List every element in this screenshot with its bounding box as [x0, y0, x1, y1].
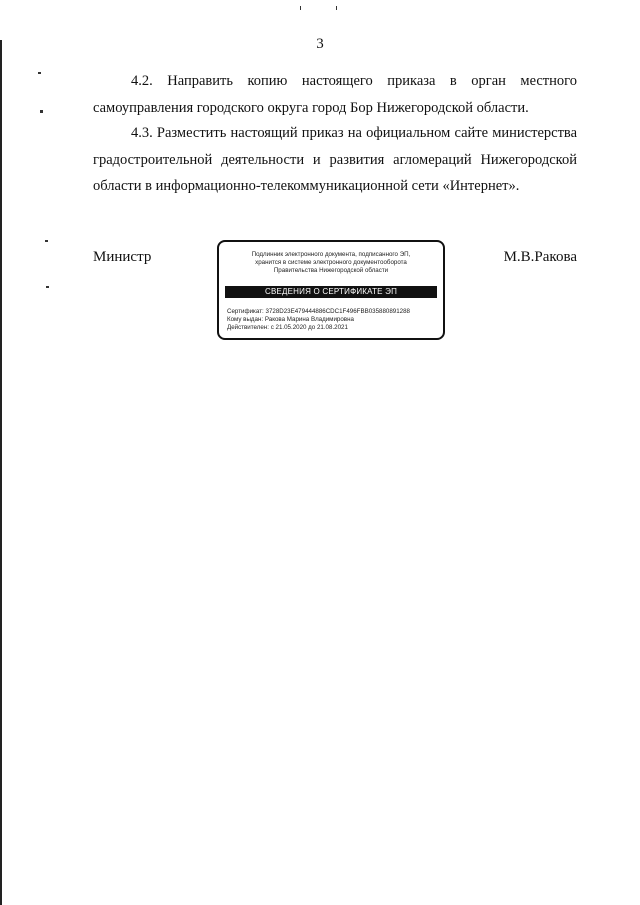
- scan-speck: [336, 6, 337, 10]
- scan-speck: [40, 110, 43, 113]
- signer-title: Министр: [93, 249, 152, 265]
- paragraph-4-2: [93, 68, 577, 121]
- issued-to-label: Кому выдан:: [227, 316, 264, 323]
- paragraph-line: самоуправления городского округа город Бор Нижегородской области.: [93, 99, 529, 116]
- paragraph-line: 4.3. Разместить настоящий приказ на официальном сайте министерства: [131, 125, 577, 141]
- page-number: 3: [316, 36, 324, 52]
- stamp-intro-line: Подлинник электронного документа, подписанного ЭП,: [251, 251, 411, 258]
- stamp-intro-line: хранится в системе электронного документооборота: [255, 259, 407, 266]
- certificate-label: Сертификат:: [227, 308, 264, 315]
- issued-to-row: [227, 316, 437, 324]
- signer-name: М.В.Ракова: [503, 249, 577, 265]
- validity-value: с 21.05.2020 до 21.08.2021: [270, 324, 348, 331]
- paragraph-4-3: [93, 120, 577, 200]
- stamp-intro: [227, 251, 435, 275]
- stamp-details: [227, 308, 437, 332]
- stamp-intro-line: Правительства Нижегородской области: [273, 267, 389, 274]
- scan-speck: [45, 240, 48, 242]
- stamp-header: СВЕДЕНИЯ О СЕРТИФИКАТЕ ЭП: [225, 286, 437, 298]
- scan-speck: [46, 286, 49, 288]
- electronic-signature-stamp: [217, 240, 445, 340]
- paragraph-line: градостроительной деятельности и развития агломераций Нижегородской: [93, 151, 577, 168]
- scan-edge-line: [0, 40, 2, 905]
- certificate-value: 3728D23E479444886CDC1F496FBB035880891288: [265, 308, 410, 315]
- validity-row: [227, 324, 437, 332]
- paragraph-line: области в информационно-телекоммуникационной сети «Интернет».: [93, 178, 520, 194]
- scan-speck: [300, 6, 301, 10]
- scan-speck: [38, 72, 41, 74]
- issued-to-value: Ракова Марина Владимировна: [264, 316, 354, 323]
- validity-label: Действителен:: [227, 324, 269, 331]
- paragraph-line: 4.2. Направить копию настоящего приказа в орган местного: [131, 73, 577, 89]
- certificate-row: [227, 308, 437, 316]
